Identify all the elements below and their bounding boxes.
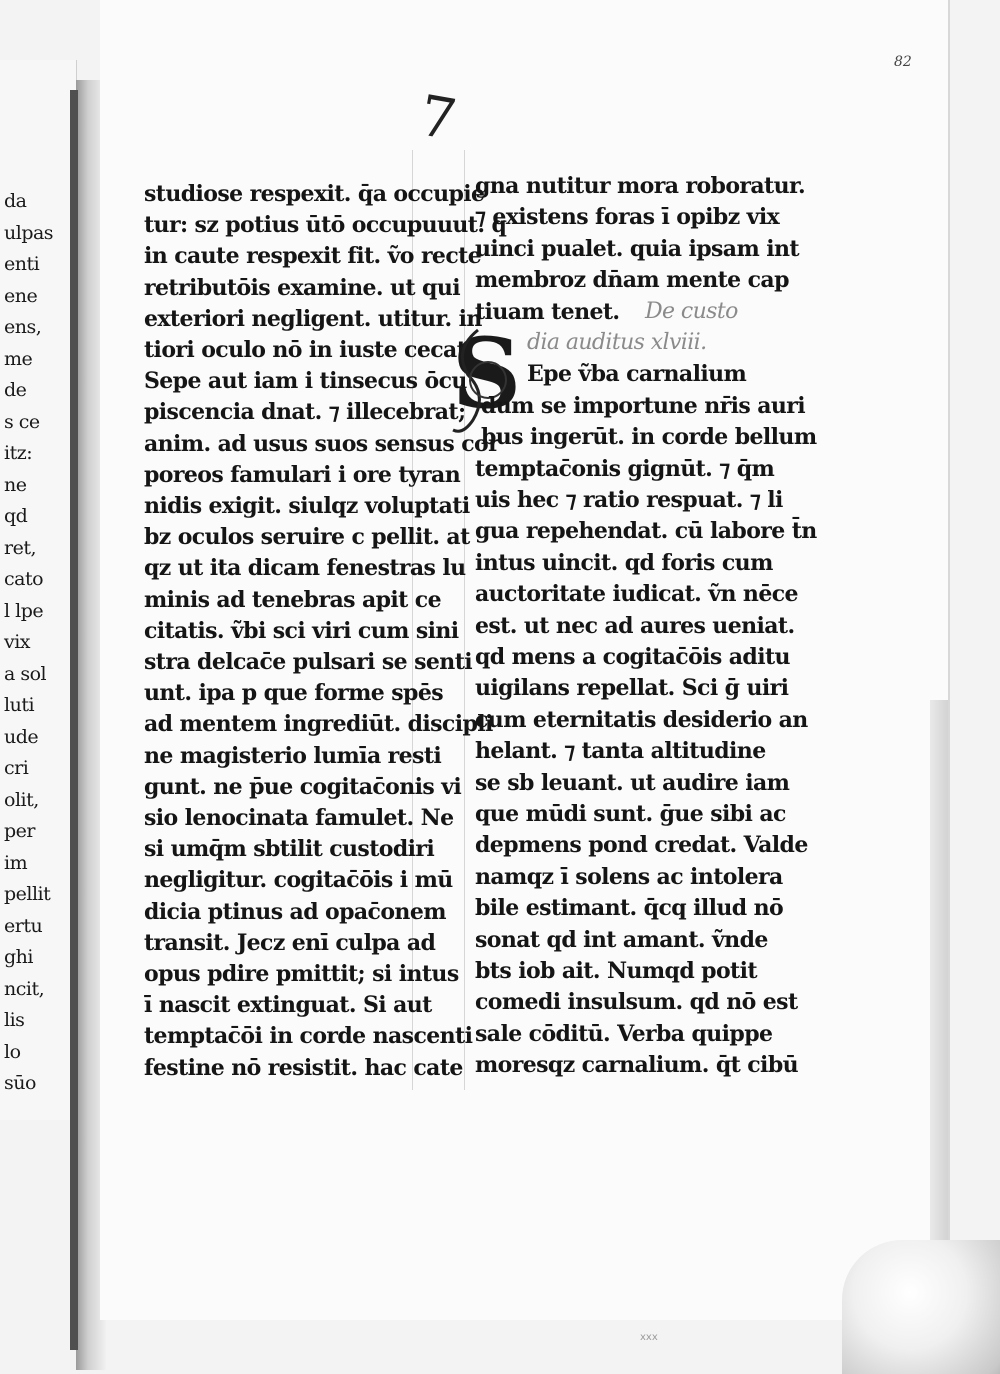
ruling-line (464, 150, 465, 1090)
quire-mark: 7 (414, 83, 462, 154)
left-page-line: per (4, 820, 35, 842)
left-page-line: ene (4, 284, 38, 307)
left-page-line: ne (4, 473, 27, 496)
text-line: Sepe aut iam i tinsecus ōcu (144, 368, 467, 395)
left-page-line: a sol (4, 662, 47, 685)
library-stamp: xxx (640, 1332, 658, 1343)
text-line: gna nutitur mora roboratur. (475, 173, 806, 199)
left-page-line: l lpe (4, 599, 44, 622)
text-line: namqz ī solens ac intolera (475, 863, 783, 890)
left-page-line: de (4, 379, 27, 401)
text-line: sio lenocinata famulet. Ne (144, 805, 454, 831)
text-line: qd mens a cogitac̄ōis aditu (475, 644, 790, 670)
rubric-line: De custo (645, 298, 738, 324)
text-line: stra delcac̄e pulsari se senti (144, 649, 473, 675)
left-page-line: ret, (4, 536, 37, 559)
text-line: ad mentem ingrediūt. discipli (144, 711, 493, 738)
text-line: uigilans repellat. Sci ḡ uiri (475, 675, 789, 702)
text-line: transit. Jecz enī culpa ad (144, 929, 436, 956)
text-line: tiori oculo nō in iuste cecat; (144, 337, 474, 363)
text-line: retributōis examine. ut qui (144, 274, 460, 301)
left-page-line: enti (4, 253, 40, 275)
reader-thumb (842, 1240, 1000, 1374)
left-page-line: ude (4, 725, 39, 748)
text-line: Epe ṽba carnalium (527, 361, 747, 388)
text-line: uis hec ⁊ ratio respuat. ⁊ li (475, 487, 783, 513)
text-line: ⁊ existens foras ī opibz vix (475, 204, 780, 231)
text-line: poreos famulari i ore tyran (144, 461, 461, 488)
left-page-line: ulpas (4, 221, 54, 244)
text-line: si umq̄m sbtilit custodiri (144, 836, 435, 863)
text-line: qz ut ita dicam fenestras lu (144, 555, 466, 582)
left-page-line: lo (4, 1040, 21, 1063)
text-line: helant. ⁊ tanta altitudine (475, 738, 766, 765)
left-page-line: sūo (4, 1072, 36, 1094)
left-page-line: me (4, 347, 33, 370)
text-line: membroz dn̄am mente cap (475, 267, 789, 294)
left-page-line: pellit (4, 883, 51, 905)
text-line: dum se importune nr̄is auri (481, 392, 806, 419)
left-page-line: ens, (4, 316, 42, 338)
text-line: moresqz carnalium. q̄t cibū (475, 1052, 798, 1079)
left-facing-page (0, 60, 77, 1120)
page-edge (930, 700, 948, 1320)
text-line: piscencia dnat. ⁊ illecebrat; (144, 399, 466, 426)
text-line: tur: sz potius ūtō occupuuut. q (144, 212, 507, 239)
text-line: opus pdire pmittit; si intus (144, 961, 459, 987)
text-line: uinci pualet. quia ipsam int (475, 235, 799, 262)
text-line: comedi insulsum. qd nō est (475, 989, 798, 1016)
text-line: bz oculos seruire c pellit. at (144, 524, 470, 551)
left-page-line: da (4, 190, 27, 212)
gutter-shadow (70, 90, 78, 1350)
text-line: festine nō resistit. hac cate (144, 1054, 463, 1081)
text-line: sale cōditū. Verba quippe (475, 1020, 773, 1047)
text-line: gunt. ne p̄ue cogitac̄onis vi (144, 773, 462, 800)
left-page-line: lis (4, 1009, 25, 1031)
left-page-line: olit, (4, 788, 39, 811)
left-page-line: ncit, (4, 977, 45, 1000)
left-page-line: ertu (4, 914, 43, 937)
left-page-line: ghi (4, 946, 33, 968)
left-page-line: s ce (4, 410, 40, 433)
text-line: tiuam tenet. (475, 298, 620, 325)
text-line: dicia ptinus ad opac̄onem (144, 898, 446, 925)
text-line: anim. ad usus suos sensus cor (144, 430, 500, 457)
text-line: ī nascit extinguat. Si aut (144, 992, 432, 1019)
text-line: minis ad tenebras apit ce (144, 586, 441, 613)
text-line: bts iob ait. Numqd potit (475, 958, 757, 984)
text-line: sonat qd int amant. ṽnde (475, 926, 768, 953)
text-line: auctoritate iudicat. ṽn nēce (475, 581, 798, 608)
left-page-line: vix (4, 631, 31, 653)
text-line: negligitur. cogitac̄ōis i mū (144, 867, 453, 894)
text-line: se sb leuant. ut audire iam (475, 769, 790, 796)
text-line: temptac̄onis gignūt. ⁊ q̄m (475, 455, 775, 482)
left-page-line: cato (4, 568, 44, 590)
text-line: temptac̄ōi in corde nascenti (144, 1023, 473, 1050)
text-line: cum eternitatis desiderio an (475, 706, 808, 733)
rubric-line: dia auditus xlviii. (527, 330, 707, 355)
text-line: nidis exigit. siulqz voluptati (144, 493, 470, 519)
text-line: studiose respexit. q̄a occupie (144, 181, 485, 207)
left-page-line: luti (4, 694, 35, 716)
folio-number: 82 (894, 54, 912, 70)
text-line: in caute respexit fit. ṽo recte (144, 243, 482, 270)
text-line: gua repehendat. cū labore t̄n (475, 518, 817, 545)
left-page-line: im (4, 851, 28, 874)
text-line: est. ut nec ad aures ueniat. (475, 612, 795, 639)
text-line: bus ingerūt. in corde bellum (481, 424, 817, 451)
text-line: citatis. ṽbi sci viri cum sini (144, 617, 459, 644)
text-line: unt. ipa p que forme spēs (144, 680, 444, 707)
decorated-initial: S (452, 317, 522, 430)
left-page-line: qd (4, 505, 28, 527)
left-page-line: itz: (4, 442, 33, 464)
text-line: bile estimant. q̄cq illud nō (475, 895, 784, 922)
text-line: ne magisterio lumīa resti (144, 742, 442, 769)
text-line: que mūdi sunt. ḡue sibi ac (475, 801, 786, 827)
text-line: depmens pond credat. Valde (475, 832, 808, 859)
left-page-line: cri (4, 757, 29, 779)
text-line: exteriori negligent. utitur. in (144, 305, 482, 332)
text-line: intus uincit. qd foris cum (475, 549, 773, 576)
